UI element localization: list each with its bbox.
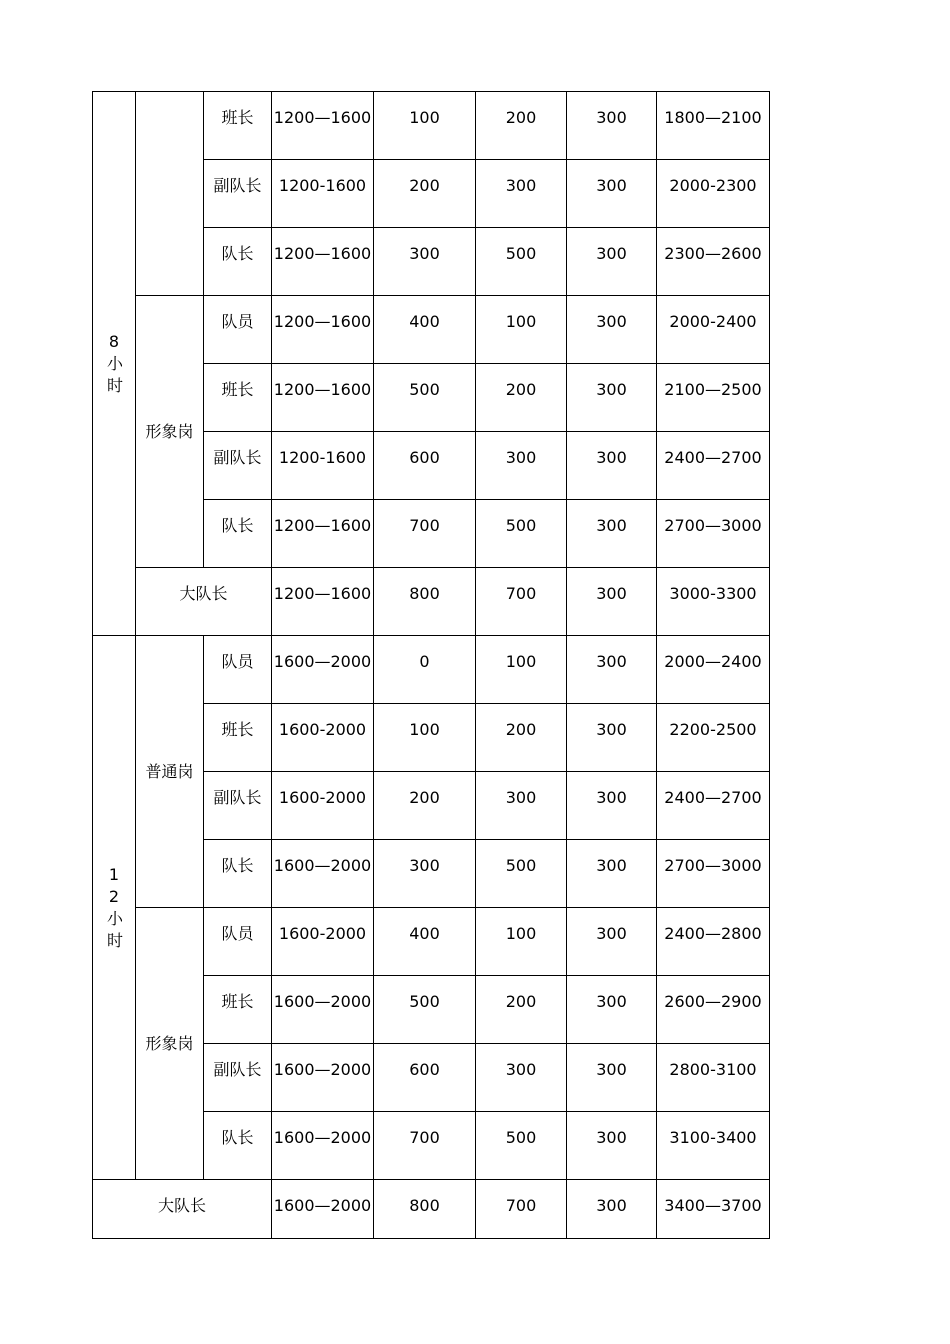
base-pay-cell-text: 1600-2000	[278, 720, 367, 739]
post-type-label: 普通岗	[145, 762, 194, 781]
position-cell-text: 大队长	[157, 1196, 206, 1215]
total-pay-cell-text: 2400—2700	[664, 448, 762, 467]
total-pay-cell-text: 2600—2900	[664, 992, 762, 1011]
base-pay-cell	[272, 568, 374, 636]
allowance-2-cell	[476, 976, 567, 1044]
allowance-1-cell-text: 200	[409, 176, 440, 195]
position-cell	[204, 296, 272, 364]
total-pay-cell	[657, 704, 770, 772]
allowance-2-cell	[476, 772, 567, 840]
position-cell-text: 副队长	[213, 1060, 262, 1079]
base-pay-cell-text: 1200—1600	[273, 584, 372, 603]
allowance-2-cell	[476, 432, 567, 500]
post-type-cell	[136, 636, 204, 908]
table-row	[93, 908, 770, 976]
total-pay-cell	[657, 296, 770, 364]
allowance-1-cell-text: 500	[409, 380, 440, 399]
total-pay-cell-text: 3400—3700	[664, 1196, 762, 1215]
allowance-3-cell-text: 300	[596, 108, 627, 127]
allowance-3-cell	[567, 1180, 657, 1239]
base-pay-cell-text: 1600—2000	[273, 1060, 372, 1079]
allowance-2-cell	[476, 908, 567, 976]
position-cell	[136, 568, 272, 636]
table-row-summary	[93, 568, 770, 636]
allowance-2-cell-text: 500	[505, 856, 537, 875]
position-cell	[204, 840, 272, 908]
base-pay-cell-text: 1200-1600	[278, 176, 367, 195]
base-pay-cell	[272, 636, 374, 704]
allowance-1-cell	[374, 840, 476, 908]
allowance-3-cell-text: 300	[596, 924, 627, 943]
allowance-2-cell	[476, 636, 567, 704]
position-cell	[204, 500, 272, 568]
allowance-3-cell	[567, 704, 657, 772]
allowance-1-cell-text: 700	[409, 1128, 440, 1147]
position-cell-text: 队长	[221, 516, 254, 535]
position-cell	[204, 704, 272, 772]
base-pay-cell-text: 1200—1600	[273, 380, 372, 399]
allowance-3-cell	[567, 636, 657, 704]
total-pay-cell	[657, 908, 770, 976]
position-cell	[93, 1180, 272, 1239]
allowance-3-cell	[567, 160, 657, 228]
allowance-1-cell	[374, 704, 476, 772]
table-row-summary	[93, 1180, 770, 1239]
base-pay-cell-text: 1600—2000	[273, 652, 372, 671]
allowance-1-cell-text: 300	[409, 856, 440, 875]
allowance-1-cell	[374, 1180, 476, 1239]
base-pay-cell	[272, 1112, 374, 1180]
base-pay-cell	[272, 364, 374, 432]
total-pay-cell	[657, 568, 770, 636]
shift-hours-cell	[93, 92, 136, 636]
total-pay-cell	[657, 364, 770, 432]
base-pay-cell-text: 1600—2000	[273, 1196, 372, 1215]
base-pay-cell	[272, 1044, 374, 1112]
allowance-2-cell	[476, 1044, 567, 1112]
allowance-2-cell	[476, 1180, 567, 1239]
shift-hours-label: 12小时	[107, 864, 124, 950]
position-cell	[204, 160, 272, 228]
allowance-2-cell	[476, 840, 567, 908]
base-pay-cell	[272, 500, 374, 568]
allowance-1-cell-text: 800	[409, 1196, 440, 1215]
base-pay-cell-text: 1600-2000	[278, 924, 367, 943]
allowance-2-cell-text: 100	[505, 312, 537, 331]
total-pay-cell	[657, 500, 770, 568]
base-pay-cell	[272, 772, 374, 840]
allowance-2-cell-text: 300	[505, 448, 537, 467]
total-pay-cell-text: 2000-2300	[669, 176, 757, 195]
allowance-1-cell	[374, 908, 476, 976]
allowance-2-cell-text: 700	[505, 1196, 537, 1215]
allowance-3-cell-text: 300	[596, 856, 627, 875]
total-pay-cell-text: 2400—2800	[664, 924, 762, 943]
allowance-3-cell	[567, 976, 657, 1044]
allowance-2-cell-text: 200	[505, 380, 537, 399]
allowance-3-cell	[567, 568, 657, 636]
allowance-3-cell	[567, 296, 657, 364]
allowance-1-cell-text: 500	[409, 992, 440, 1011]
allowance-3-cell-text: 300	[596, 584, 627, 603]
total-pay-cell-text: 2000-2400	[669, 312, 757, 331]
allowance-1-cell-text: 200	[409, 788, 440, 807]
position-cell	[204, 908, 272, 976]
allowance-3-cell	[567, 432, 657, 500]
position-cell-text: 班长	[221, 108, 254, 127]
allowance-3-cell	[567, 500, 657, 568]
allowance-2-cell-text: 500	[505, 244, 537, 263]
allowance-3-cell-text: 300	[596, 448, 627, 467]
allowance-2-cell	[476, 92, 567, 160]
total-pay-cell	[657, 1112, 770, 1180]
allowance-2-cell-text: 500	[505, 516, 537, 535]
position-cell	[204, 976, 272, 1044]
position-cell-text: 队员	[221, 924, 254, 943]
base-pay-cell-text: 1200—1600	[273, 108, 372, 127]
allowance-2-cell	[476, 228, 567, 296]
allowance-1-cell-text: 400	[409, 924, 440, 943]
allowance-2-cell	[476, 500, 567, 568]
allowance-3-cell-text: 300	[596, 992, 627, 1011]
allowance-2-cell-text: 200	[505, 992, 537, 1011]
post-type-label: 形象岗	[145, 422, 194, 441]
base-pay-cell-text: 1600—2000	[273, 856, 372, 875]
allowance-3-cell	[567, 772, 657, 840]
allowance-3-cell	[567, 908, 657, 976]
position-cell	[204, 228, 272, 296]
base-pay-cell-text: 1200—1600	[273, 244, 372, 263]
base-pay-cell	[272, 1180, 374, 1239]
position-cell	[204, 772, 272, 840]
allowance-1-cell-text: 300	[409, 244, 440, 263]
allowance-1-cell	[374, 772, 476, 840]
allowance-1-cell	[374, 500, 476, 568]
allowance-3-cell-text: 300	[596, 1196, 627, 1215]
allowance-2-cell	[476, 704, 567, 772]
post-type-cell	[136, 92, 204, 296]
total-pay-cell-text: 2300—2600	[664, 244, 762, 263]
allowance-2-cell	[476, 364, 567, 432]
table-row	[93, 296, 770, 364]
base-pay-cell	[272, 432, 374, 500]
base-pay-cell	[272, 976, 374, 1044]
base-pay-cell	[272, 92, 374, 160]
allowance-2-cell	[476, 160, 567, 228]
position-cell-text: 班长	[221, 720, 254, 739]
position-cell-text: 队长	[221, 244, 254, 263]
allowance-2-cell-text: 200	[505, 720, 537, 739]
allowance-3-cell	[567, 1044, 657, 1112]
allowance-3-cell	[567, 228, 657, 296]
allowance-3-cell-text: 300	[596, 312, 627, 331]
base-pay-cell	[272, 704, 374, 772]
allowance-3-cell	[567, 1112, 657, 1180]
table-row	[93, 636, 770, 704]
allowance-1-cell	[374, 1112, 476, 1180]
base-pay-cell-text: 1200-1600	[278, 448, 367, 467]
allowance-2-cell	[476, 1112, 567, 1180]
position-cell	[204, 432, 272, 500]
allowance-3-cell	[567, 92, 657, 160]
total-pay-cell-text: 2700—3000	[664, 516, 762, 535]
position-cell	[204, 636, 272, 704]
allowance-3-cell-text: 300	[596, 244, 627, 263]
allowance-3-cell	[567, 840, 657, 908]
allowance-1-cell-text: 800	[409, 584, 440, 603]
total-pay-cell-text: 2100—2500	[664, 380, 762, 399]
post-type-cell	[136, 908, 204, 1180]
allowance-3-cell-text: 300	[596, 652, 627, 671]
base-pay-cell-text: 1600—2000	[273, 992, 372, 1011]
allowance-2-cell-text: 500	[505, 1128, 537, 1147]
allowance-3-cell-text: 300	[596, 720, 627, 739]
total-pay-cell-text: 3000-3300	[669, 584, 757, 603]
shift-hours-cell	[93, 636, 136, 1180]
total-pay-cell-text: 3100-3400	[669, 1128, 757, 1147]
allowance-1-cell	[374, 92, 476, 160]
allowance-1-cell	[374, 228, 476, 296]
allowance-3-cell	[567, 364, 657, 432]
position-cell-text: 班长	[221, 380, 254, 399]
base-pay-cell	[272, 840, 374, 908]
allowance-1-cell-text: 400	[409, 312, 440, 331]
total-pay-cell	[657, 772, 770, 840]
shift-hours-label: 8小时	[107, 331, 124, 395]
allowance-2-cell-text: 100	[505, 652, 537, 671]
total-pay-cell	[657, 840, 770, 908]
position-cell	[204, 92, 272, 160]
base-pay-cell-text: 1600—2000	[273, 1128, 372, 1147]
allowance-3-cell-text: 300	[596, 1060, 627, 1079]
allowance-3-cell-text: 300	[596, 176, 627, 195]
base-pay-cell	[272, 908, 374, 976]
allowance-1-cell	[374, 1044, 476, 1112]
total-pay-cell	[657, 160, 770, 228]
position-cell-text: 队员	[221, 312, 254, 331]
allowance-1-cell-text: 100	[409, 108, 440, 127]
salary-table	[92, 91, 770, 1239]
total-pay-cell-text: 2800-3100	[669, 1060, 757, 1079]
base-pay-cell	[272, 228, 374, 296]
allowance-1-cell	[374, 364, 476, 432]
allowance-1-cell-text: 700	[409, 516, 440, 535]
salary-table-body	[93, 92, 770, 1239]
position-cell-text: 班长	[221, 992, 254, 1011]
allowance-2-cell-text: 700	[505, 584, 537, 603]
allowance-1-cell	[374, 976, 476, 1044]
total-pay-cell	[657, 92, 770, 160]
base-pay-cell-text: 1600-2000	[278, 788, 367, 807]
allowance-2-cell-text: 300	[505, 1060, 537, 1079]
base-pay-cell	[272, 160, 374, 228]
allowance-3-cell-text: 300	[596, 380, 627, 399]
position-cell	[204, 364, 272, 432]
base-pay-cell	[272, 296, 374, 364]
total-pay-cell-text: 1800—2100	[664, 108, 762, 127]
allowance-1-cell	[374, 296, 476, 364]
base-pay-cell-text: 1200—1600	[273, 516, 372, 535]
total-pay-cell	[657, 228, 770, 296]
allowance-1-cell	[374, 636, 476, 704]
allowance-3-cell-text: 300	[596, 788, 627, 807]
position-cell-text: 队长	[221, 1128, 254, 1147]
allowance-1-cell-text: 0	[419, 652, 430, 671]
post-type-label: 形象岗	[145, 1034, 194, 1053]
allowance-2-cell-text: 300	[505, 788, 537, 807]
total-pay-cell	[657, 432, 770, 500]
post-type-cell	[136, 296, 204, 568]
position-cell-text: 副队长	[213, 788, 262, 807]
allowance-1-cell-text: 600	[409, 448, 440, 467]
total-pay-cell-text: 2700—3000	[664, 856, 762, 875]
allowance-3-cell-text: 300	[596, 1128, 627, 1147]
position-cell-text: 队长	[221, 856, 254, 875]
table-row	[93, 92, 770, 160]
position-cell	[204, 1044, 272, 1112]
allowance-2-cell	[476, 296, 567, 364]
allowance-2-cell	[476, 568, 567, 636]
position-cell-text: 副队长	[213, 176, 262, 195]
total-pay-cell	[657, 636, 770, 704]
allowance-2-cell-text: 100	[505, 924, 537, 943]
total-pay-cell	[657, 1044, 770, 1112]
allowance-1-cell	[374, 568, 476, 636]
position-cell	[204, 1112, 272, 1180]
total-pay-cell-text: 2000—2400	[664, 652, 762, 671]
allowance-1-cell	[374, 432, 476, 500]
allowance-2-cell-text: 300	[505, 176, 537, 195]
position-cell-text: 副队长	[213, 448, 262, 467]
total-pay-cell-text: 2400—2700	[664, 788, 762, 807]
allowance-1-cell-text: 600	[409, 1060, 440, 1079]
total-pay-cell-text: 2200-2500	[669, 720, 757, 739]
allowance-2-cell-text: 200	[505, 108, 537, 127]
base-pay-cell-text: 1200—1600	[273, 312, 372, 331]
total-pay-cell	[657, 1180, 770, 1239]
allowance-3-cell-text: 300	[596, 516, 627, 535]
allowance-1-cell-text: 100	[409, 720, 440, 739]
allowance-1-cell	[374, 160, 476, 228]
position-cell-text: 队员	[221, 652, 254, 671]
position-cell-text: 大队长	[179, 584, 228, 603]
total-pay-cell	[657, 976, 770, 1044]
